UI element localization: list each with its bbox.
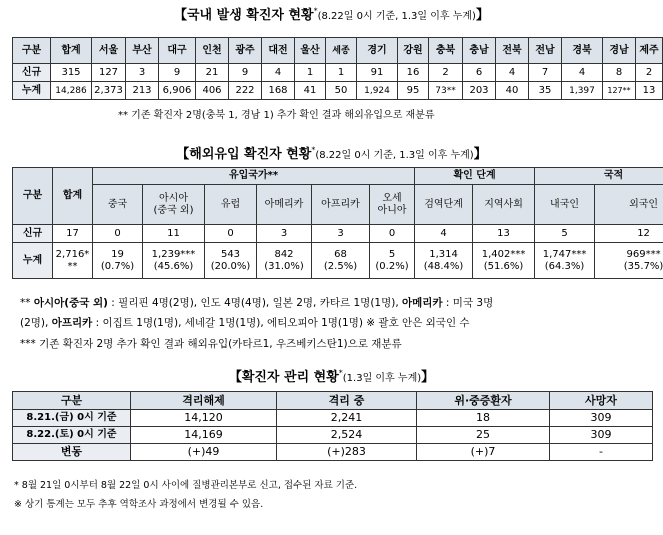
cell: -: [550, 444, 653, 461]
cell: 95: [398, 82, 429, 100]
sub-header-row: [13, 185, 663, 225]
imported-footnote-2: [20, 315, 470, 330]
cell: 2,241: [277, 410, 417, 427]
header-cell: 아프리카: [312, 185, 370, 225]
cell: 203: [463, 82, 496, 100]
domestic-cases-table: [12, 37, 663, 100]
cell-line: 842: [274, 248, 294, 260]
header-cell: 위·중증환자: [417, 392, 550, 410]
cell: 14,120: [131, 410, 277, 427]
domestic-header-row: [13, 38, 663, 64]
header-cell: 국적: [535, 168, 663, 185]
title-mark: *: [338, 368, 343, 378]
header-cell: 대구: [159, 38, 196, 64]
table-row: [13, 410, 653, 427]
cell: [415, 243, 473, 279]
cell-line: 1,747***: [542, 248, 587, 260]
note-text: : 미국 3명: [442, 297, 494, 309]
cell: 0: [205, 225, 257, 243]
imported-title: [0, 143, 663, 162]
row-label: 신규: [13, 64, 51, 82]
cell: 25: [417, 427, 550, 444]
cell-line: 68: [334, 248, 347, 260]
cell: 17: [53, 225, 93, 243]
cell: 21: [196, 64, 229, 82]
cell: [595, 243, 663, 279]
header-cell: 중국: [93, 185, 143, 225]
cell: 3: [257, 225, 312, 243]
header-line: (중국 외): [153, 204, 194, 216]
cell-line: 1,239***: [151, 248, 196, 260]
cell: 406: [196, 82, 229, 100]
header-cell: 검역단계: [415, 185, 473, 225]
header-line: 오세: [382, 192, 402, 204]
row-label: 8.22.(토) 0시 기준: [13, 427, 131, 444]
cell: 0: [93, 225, 143, 243]
cell: 168: [262, 82, 295, 100]
header-cell: 경북: [562, 38, 603, 64]
imported-subtitle: (8.22일 0시 기준, 1.3일 이후 누계): [315, 150, 474, 161]
cell: 13: [636, 82, 663, 100]
cell-line: 19: [111, 248, 124, 260]
header-cell: 충남: [463, 38, 496, 64]
cell: 2,373: [92, 82, 126, 100]
imported-cases-table: [12, 167, 663, 279]
header-cell: 강원: [398, 38, 429, 64]
domestic-title: [0, 4, 663, 23]
cell-line: (2.5%): [323, 260, 358, 272]
header-line: 아시아: [159, 192, 188, 204]
cell-line: 1,314: [429, 248, 458, 260]
cell: 9: [229, 64, 262, 82]
cell: (+)283: [277, 444, 417, 461]
cell: [535, 243, 595, 279]
imported-title-text: 【해외유입 확진자 현황: [176, 147, 312, 162]
cell-line: 543: [220, 248, 241, 260]
cell: 2,524: [277, 427, 417, 444]
domestic-title-text: 【국내 발생 확진자 현황: [174, 8, 314, 23]
header-line: 아니아: [377, 204, 407, 216]
header-cell: 울산: [295, 38, 326, 64]
cell-line: 5: [388, 248, 396, 260]
cell: 5: [535, 225, 595, 243]
imported-footnote-3: *** 기존 확진자 2명 추가 확인 결과 해외유입(카타르1, 우즈베키스탄1)으로 재분류: [20, 338, 402, 350]
cell-line: (64.3%): [544, 260, 585, 272]
header-cell: 유럽: [205, 185, 257, 225]
cell: [53, 243, 93, 279]
header-cell: 충북: [429, 38, 463, 64]
row-label: 누계: [13, 243, 53, 279]
row-label: 변동: [13, 444, 131, 461]
cell: 2: [429, 64, 463, 82]
title-bracket: 】: [473, 147, 487, 162]
header-cell: 광주: [229, 38, 262, 64]
cell: 8: [603, 64, 636, 82]
cell: 7: [529, 64, 562, 82]
cell: 16: [398, 64, 429, 82]
header-cell: 서울: [92, 38, 126, 64]
cell-line: (20.0%): [210, 260, 251, 272]
cell: 14,169: [131, 427, 277, 444]
cell: 222: [229, 82, 262, 100]
cell: (+)49: [131, 444, 277, 461]
cell-line: (48.4%): [423, 260, 464, 272]
cell: 4: [415, 225, 473, 243]
cell-line: (51.6%): [483, 260, 524, 272]
cell-line: 969***: [626, 248, 661, 260]
cell: 127**: [603, 82, 636, 100]
cell: 4: [562, 64, 603, 82]
cell: [205, 243, 257, 279]
header-cell: 격리 중: [277, 392, 417, 410]
note-text: : 이집트 1명(1명), 세네갈 1명(1명), 에티오피아 1명(1명) ※ 괄호 안은 외국인 수: [92, 317, 470, 329]
header-cell: 아메리카: [257, 185, 312, 225]
cell: 12: [595, 225, 663, 243]
title-bracket: 】: [475, 8, 489, 23]
header-cell: 구분: [13, 168, 53, 225]
cell: 1: [295, 64, 326, 82]
cell: 1,924: [357, 82, 398, 100]
header-cell: 사망자: [550, 392, 653, 410]
management-subtitle: (1.3일 이후 누계): [342, 373, 422, 384]
cell: 40: [496, 82, 529, 100]
cell: [93, 243, 143, 279]
cell: 18: [417, 410, 550, 427]
cell-line: **: [67, 260, 78, 272]
cell: [257, 243, 312, 279]
note-text: (2명),: [20, 317, 52, 329]
header-cell: [143, 185, 205, 225]
domestic-subtitle: (8.22일 0시 기준, 1.3일 이후 누계): [317, 11, 476, 22]
cell: 6: [463, 64, 496, 82]
note-text: **: [20, 297, 34, 309]
cell: 4: [262, 64, 295, 82]
header-cell: 내국인: [535, 185, 595, 225]
cell: 4: [496, 64, 529, 82]
cell: 1: [326, 64, 357, 82]
cell: [143, 243, 205, 279]
header-cell: 제주: [636, 38, 663, 64]
header-cell: 전남: [529, 38, 562, 64]
header-cell: 구분: [13, 392, 131, 410]
cell: 1,397: [562, 82, 603, 100]
cell: 13: [473, 225, 535, 243]
cell: 11: [143, 225, 205, 243]
cell: 6,906: [159, 82, 196, 100]
management-title: [0, 366, 663, 385]
cell: 213: [126, 82, 159, 100]
row-label: 신규: [13, 225, 53, 243]
cell-line: 1,402***: [481, 248, 526, 260]
header-cell: 합계: [53, 168, 93, 225]
cell: 309: [550, 410, 653, 427]
cell: 3: [126, 64, 159, 82]
header-cell: 구분: [13, 38, 51, 64]
table-row: [13, 444, 653, 461]
cell-line: (0.2%): [375, 260, 409, 272]
title-mark: *: [311, 145, 316, 155]
management-footnote-2: ※ 상기 통계는 모두 추후 역학조사 과정에서 변경될 수 있음.: [14, 499, 264, 510]
header-cell: 확인 단계: [415, 168, 535, 185]
cell: 35: [529, 82, 562, 100]
table-row: [13, 427, 653, 444]
cell-line: 2,716*: [55, 248, 90, 260]
cell: 3: [312, 225, 370, 243]
cell-line: (45.6%): [153, 260, 194, 272]
group-header-row: [13, 168, 663, 185]
header-cell: 부산: [126, 38, 159, 64]
cell: 73**: [429, 82, 463, 100]
cell: 14,286: [51, 82, 92, 100]
header-cell: 대전: [262, 38, 295, 64]
note-text: : 필리핀 4명(2명), 인도 4명(4명), 일본 2명, 카타르 1명(1명),: [107, 297, 403, 309]
management-title-text: 【확진자 관리 현황: [228, 370, 339, 385]
header-cell: 전북: [496, 38, 529, 64]
table-row: [13, 243, 663, 279]
note-bold: 아프리카: [51, 317, 93, 329]
management-header-row: [13, 392, 653, 410]
cell: [370, 243, 415, 279]
cell: 9: [159, 64, 196, 82]
header-cell: 지역사회: [473, 185, 535, 225]
table-row: [13, 225, 663, 243]
header-cell: [370, 185, 415, 225]
cell: 315: [51, 64, 92, 82]
title-mark: *: [313, 6, 318, 16]
header-cell: 세종: [326, 38, 357, 64]
note-bold: 아메리카: [402, 297, 443, 309]
cell-line: (35.7%): [623, 260, 663, 272]
header-cell: 합계: [51, 38, 92, 64]
header-cell: 유입국가**: [93, 168, 415, 185]
cell: 309: [550, 427, 653, 444]
header-cell: 인천: [196, 38, 229, 64]
cell: [473, 243, 535, 279]
row-label: 누계: [13, 82, 51, 100]
management-footnote-1: * 8월 21일 0시부터 8월 22일 0시 사이에 질병관리본부로 신고, 접수된 자료 기준.: [14, 480, 358, 491]
cell-line: (0.7%): [100, 260, 135, 272]
cell: 0: [370, 225, 415, 243]
title-bracket: 】: [421, 370, 435, 385]
cell: 41: [295, 82, 326, 100]
cell: 50: [326, 82, 357, 100]
note-bold: 아시아(중국 외): [33, 297, 108, 309]
cell: [312, 243, 370, 279]
header-cell: 경기: [357, 38, 398, 64]
cell-line: (31.0%): [264, 260, 304, 272]
cell: (+)7: [417, 444, 550, 461]
cell: 127: [92, 64, 126, 82]
header-cell: 격리해제: [131, 392, 277, 410]
domestic-footnote: ** 기존 확진자 2명(충북 1, 경남 1) 추가 확인 결과 해외유입으로 재분류: [118, 110, 435, 121]
table-row: [13, 82, 663, 100]
cell: 91: [357, 64, 398, 82]
cell: 2: [636, 64, 663, 82]
header-cell: 경남: [603, 38, 636, 64]
row-label: 8.21.(금) 0시 기준: [13, 410, 131, 427]
management-table: [12, 391, 653, 461]
table-row: [13, 64, 663, 82]
header-cell: 외국인: [595, 185, 663, 225]
imported-footnote-1: [20, 295, 493, 310]
